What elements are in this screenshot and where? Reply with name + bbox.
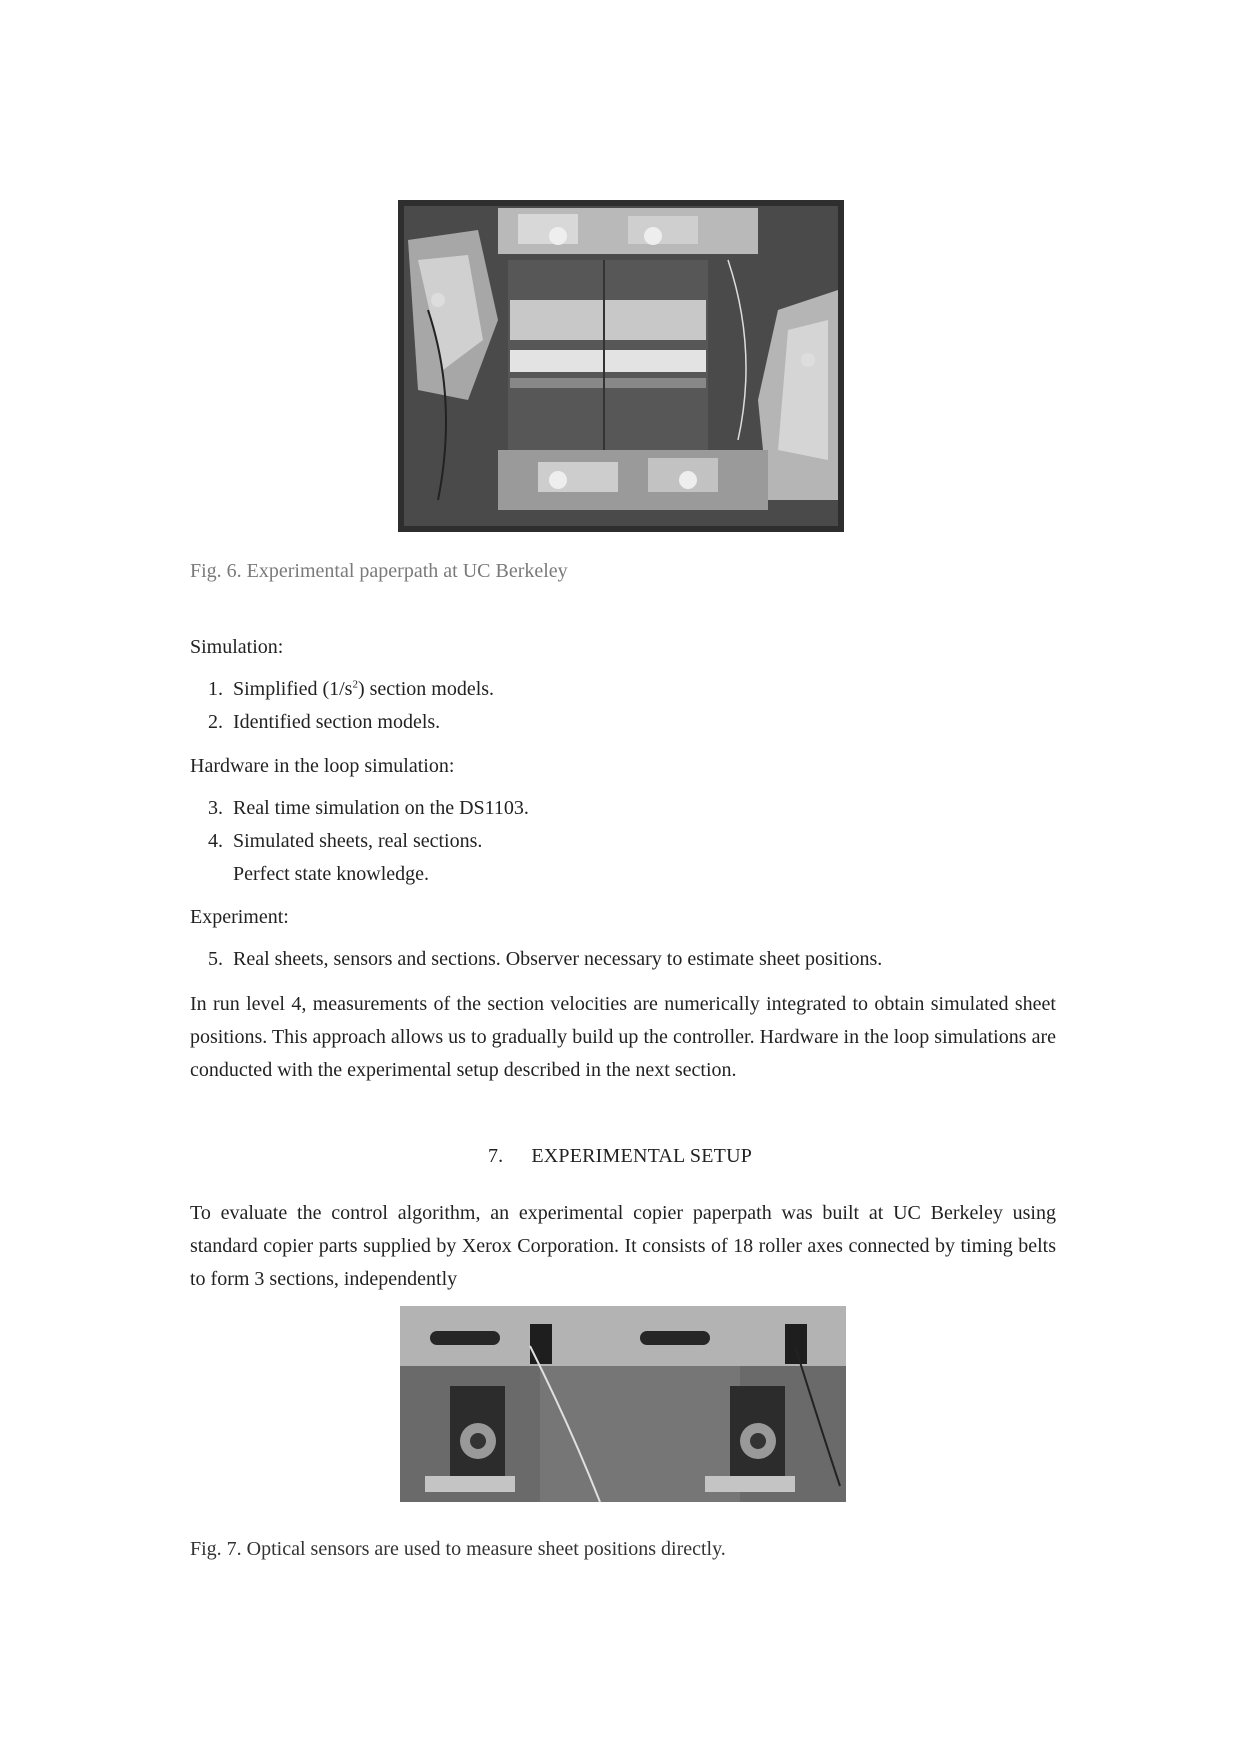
figure-7-photo — [400, 1306, 846, 1502]
figure-6-caption: Fig. 6. Experimental paperpath at UC Berkeley — [190, 560, 568, 582]
hil-heading: Hardware in the loop simulation: — [190, 755, 455, 777]
list-number: 5. — [208, 948, 223, 970]
list-item-continuation: Perfect state knowledge. — [233, 863, 430, 885]
figure-7-caption: Fig. 7. Optical sensors are used to measure sheet positions directly. — [190, 1538, 726, 1560]
section-title: EXPERIMENTAL SETUP — [531, 1145, 753, 1167]
section-number: 7. — [487, 1145, 504, 1167]
list-item: 1. Simplified $(1/s^2)$ section models. — [208, 678, 495, 700]
list-number: 2. — [208, 711, 223, 733]
list-item: 2. Identified section models. — [208, 711, 441, 733]
list-number: 1. — [208, 678, 223, 700]
simulation-heading: Simulation: — [190, 636, 284, 658]
figure-6-photo — [398, 200, 844, 532]
body-paragraph: In run level 4, measurements of the section velocities are numerically integrated to obtain simulated sheet positions. This approach allows us to gradually build up the controller. Hardware in the loop simulations are conducted with the experimental setup described in the next section. — [190, 993, 1056, 1081]
list-item: 3. Real time simulation on the DS1103. — [208, 797, 529, 819]
experiment-heading: Experiment: — [190, 906, 289, 928]
list-number: 4. — [208, 830, 223, 852]
list-item: 5. Real sheets, sensors and sections. Observer necessary to estimate sheet positions. — [208, 948, 883, 970]
body-paragraph: To evaluate the control algorithm, an experimental copier paperpath was built at UC Berkeley using standard copier parts supplied by Xerox Corporation. It consists of 18 roller axes connected by timing belts to form 3 sections, independently — [190, 1202, 1056, 1290]
list-number: 3. — [208, 797, 223, 819]
section-heading — [0, 1145, 1240, 1168]
list-item: 4. Simulated sheets, real sections. — [208, 830, 483, 852]
